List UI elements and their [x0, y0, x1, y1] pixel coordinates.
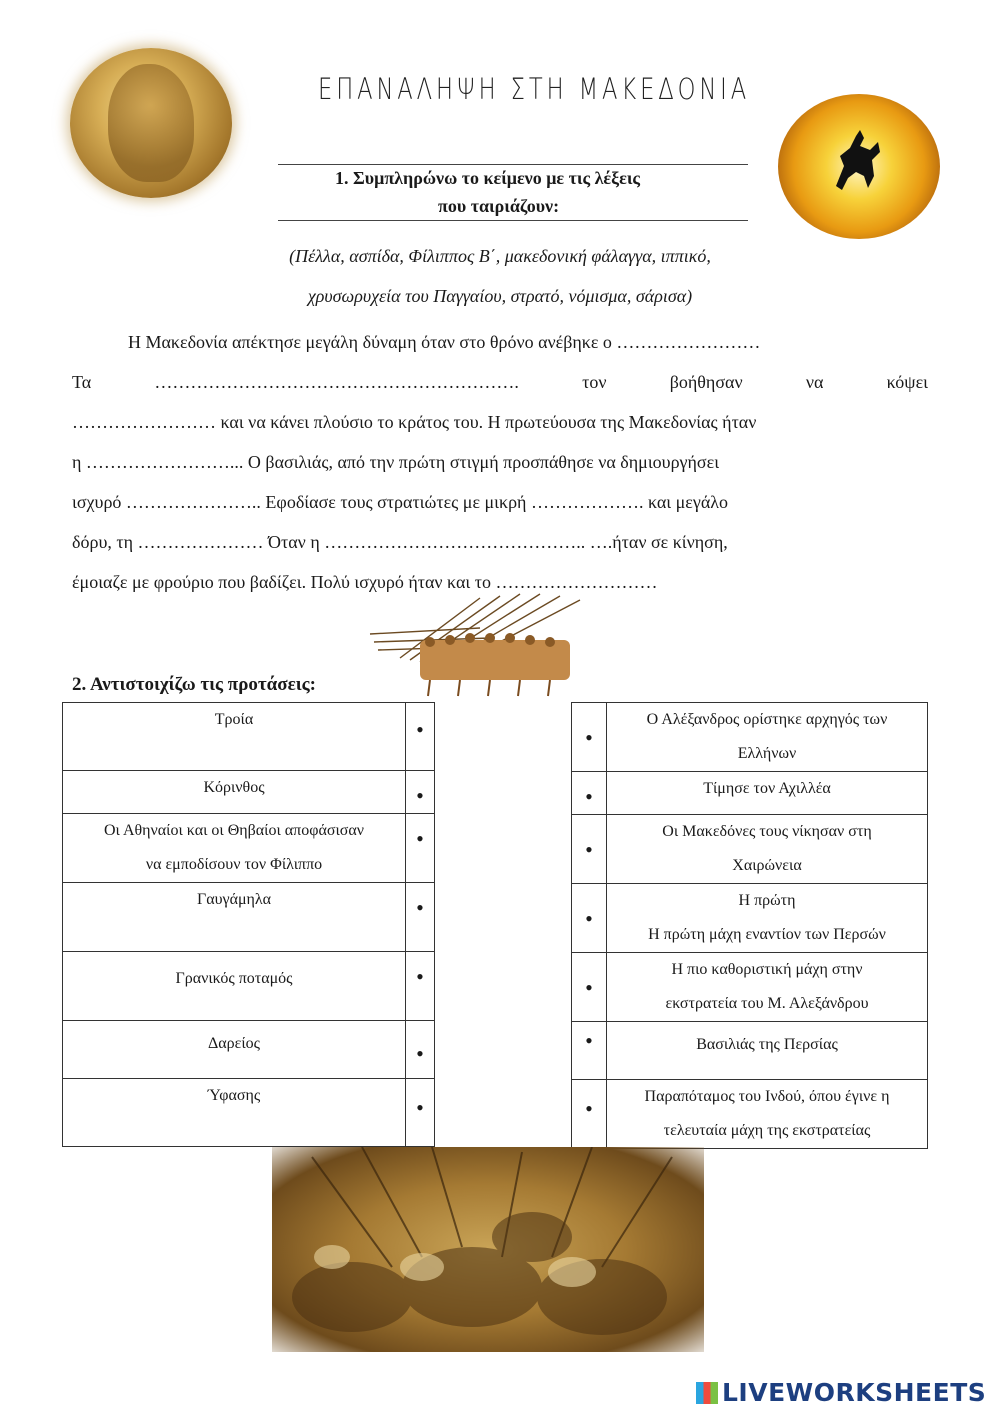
- left-bullet[interactable]: •: [406, 1021, 435, 1079]
- horse-rider-icon: [826, 126, 886, 196]
- right-bullet[interactable]: •: [572, 1080, 607, 1149]
- left-item: Γρανικός ποταμός: [63, 952, 406, 1021]
- right-item: Βασιλιάς της Περσίας: [607, 1022, 928, 1080]
- exercise1-heading-line2: που ταιριάζουν:: [438, 196, 560, 216]
- paragraph-line: δόρυ, τη ………………… Όταν η …………………………………….. ….ήταν σε κίνηση,: [72, 532, 728, 552]
- exercise2-heading: 2. Αντιστοιχίζω τις προτάσεις:: [72, 674, 316, 695]
- right-item: Η πρώτη Η πρώτη μάχη εναντίον των Περσών: [607, 884, 928, 953]
- left-item: Δαρείος: [63, 1021, 406, 1079]
- right-bullet[interactable]: •: [572, 884, 607, 953]
- left-bullet[interactable]: •: [406, 814, 435, 883]
- matching-left-table: [62, 702, 435, 1147]
- left-bullet[interactable]: •: [406, 771, 435, 814]
- left-bullet[interactable]: •: [406, 703, 435, 771]
- liveworksheets-logo: LIVEWORKSHEETS: [696, 1378, 986, 1407]
- left-item: Οι Αθηναίοι και οι Θηβαίοι αποφάσισαν να εμποδίσουν τον Φίλιππο: [63, 814, 406, 883]
- left-bullet[interactable]: •: [406, 952, 435, 1021]
- page-title: ΕΠΑΝΑΛΗΨΗ ΣΤΗ ΜΑΚΕΔΟΝΙΑ: [318, 72, 751, 106]
- right-item: Παραπόταμος του Ινδού, όπου έγινε η τελευταία μάχη της εκστρατείας: [607, 1080, 928, 1149]
- battle-scene-sketch: [272, 1147, 704, 1352]
- right-item: Τίμησε τον Αχιλλέα: [607, 772, 928, 815]
- right-bullet[interactable]: •: [572, 772, 607, 815]
- left-item: Τροία: [63, 703, 406, 771]
- left-bullet[interactable]: •: [406, 1079, 435, 1147]
- left-bullet[interactable]: •: [406, 883, 435, 952]
- left-item: Ύφασης: [63, 1079, 406, 1147]
- lws-logo-icon: [696, 1382, 718, 1404]
- philip-coin-image: [70, 48, 232, 198]
- exercise1-heading-line1: 1. Συμπληρώνω το κείμενο με τις λέξεις: [335, 168, 641, 188]
- heading-top-rule: [278, 164, 748, 165]
- paragraph-line: ισχυρό ………………….. Εφοδίασε τους στρατιώτες με μικρή ………………. και μεγάλο: [72, 492, 728, 512]
- left-item: Κόρινθος: [63, 771, 406, 814]
- right-bullet[interactable]: •: [572, 1022, 607, 1080]
- paragraph-line: η ……………………... Ο βασιλιάς, από την πρώτη στιγμή προσπάθησε να δημιουργήσει: [72, 452, 720, 472]
- right-bullet[interactable]: •: [572, 953, 607, 1022]
- matching-right-table: [571, 702, 928, 1149]
- battle-mosaic-image: [272, 1147, 704, 1352]
- right-bullet[interactable]: •: [572, 815, 607, 884]
- fill-in-paragraph: [72, 322, 928, 602]
- paragraph-line: έμοιαζε με φρούριο που βαδίζει. Πολύ ισχυρό ήταν και το ………………………: [72, 572, 658, 592]
- alexander-rider-emblem: [778, 94, 940, 239]
- right-item: Η πιο καθοριστική μάχη στην εκστρατεία του Μ. Αλεξάνδρου: [607, 953, 928, 1022]
- phalanx-image: [360, 588, 606, 700]
- right-bullet[interactable]: •: [572, 703, 607, 772]
- paragraph-line: Τα ……………………………………………………. τον βοήθησαν να κόψει: [72, 372, 928, 392]
- word-bank-line2: χρυσωρυχεία του Παγγαίου, στρατό, νόμισμα, σάρισα): [307, 286, 693, 306]
- paragraph-line: Η Μακεδονία απέκτησε μεγάλη δύναμη όταν στο θρόνο ανέβηκε ο ……………………: [128, 332, 761, 352]
- word-bank-line1: (Πέλλα, ασπίδα, Φίλιππος Β΄, μακεδονική φάλαγγα, ιππικό,: [289, 246, 711, 266]
- left-item: Γαυγάμηλα: [63, 883, 406, 952]
- paragraph-line: …………………… και να κάνει πλούσιο το κράτος του. Η πρωτεύουσα της Μακεδονίας ήταν: [72, 412, 757, 432]
- right-item: Ο Αλέξανδρος ορίστηκε αρχηγός των Ελλήνων: [607, 703, 928, 772]
- heading-bottom-rule: [278, 220, 748, 221]
- right-item: Οι Μακεδόνες τους νίκησαν στη Χαιρώνεια: [607, 815, 928, 884]
